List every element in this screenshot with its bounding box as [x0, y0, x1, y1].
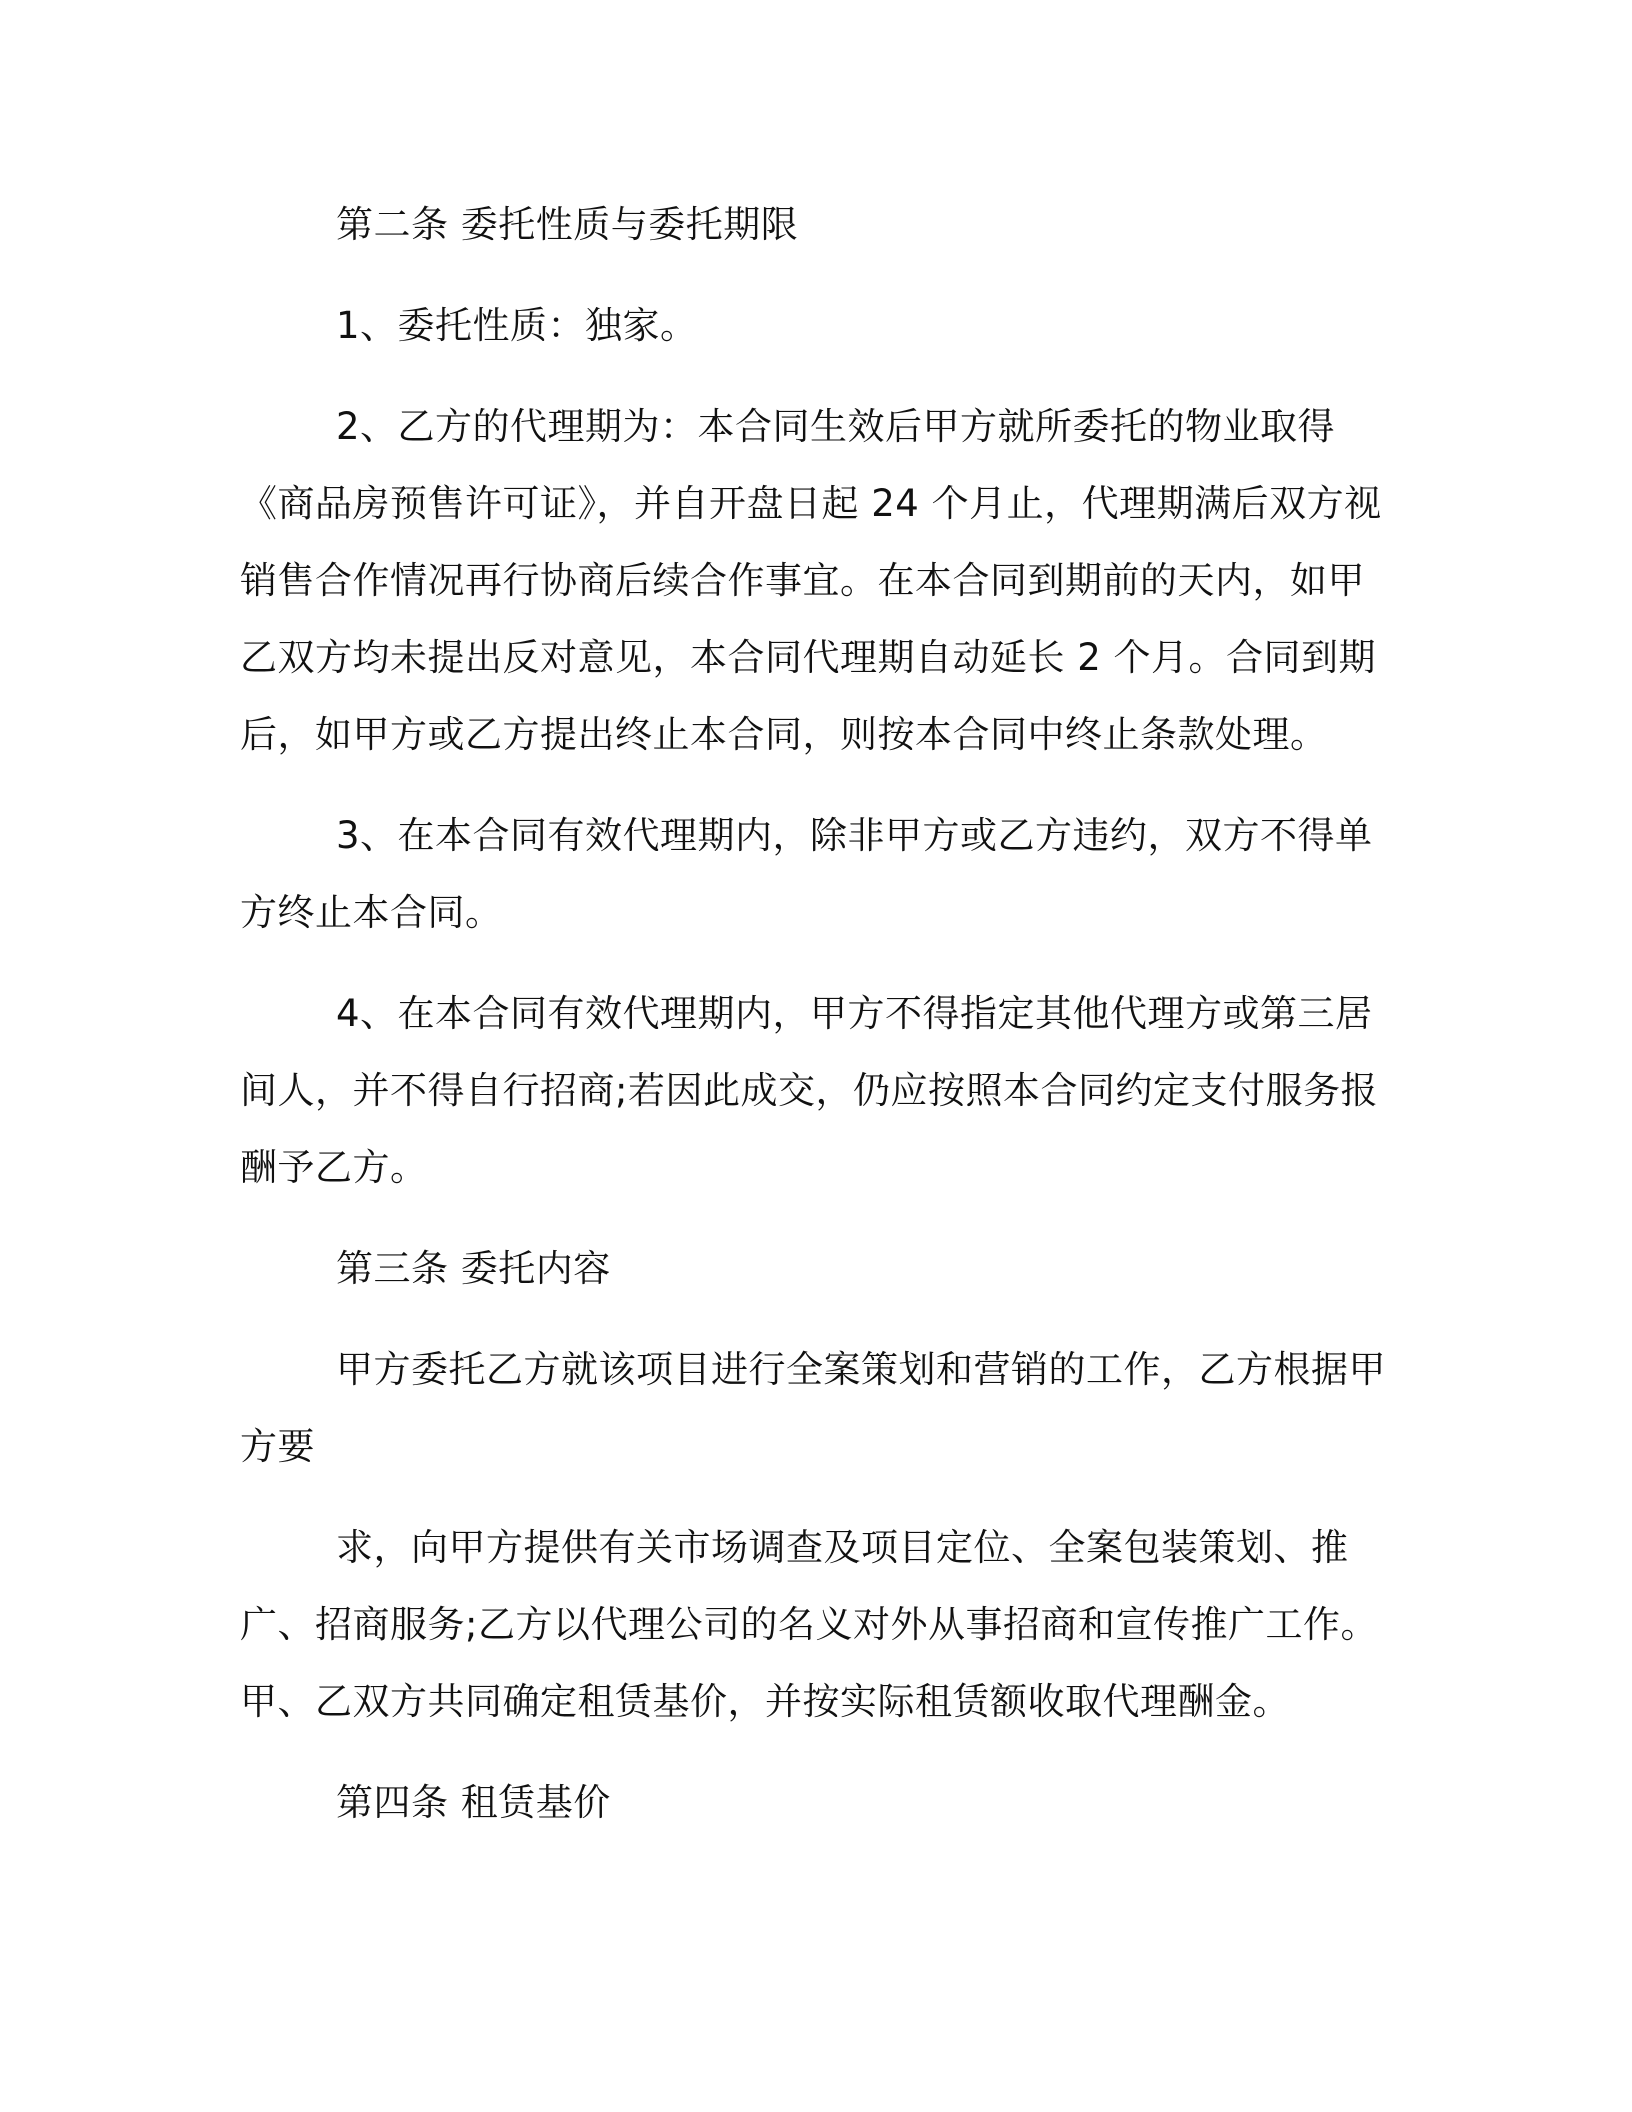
article-2-item-1: 1、委托性质：独家。	[336, 304, 698, 347]
article-3-paragraph-2: 求，向甲方提供有关市场调查及项目定位、全案包装策划、推广、招商服务;乙方以代理公司的名义对外从事招商和宣传推广工作。甲、乙双方共同确定租赁基价，并按实际租赁额收取代理酬金。	[240, 1526, 1378, 1723]
document-body	[240, 186, 1400, 1865]
article-3-paragraph-1: 甲方委托乙方就该项目进行全案策划和营销的工作，乙方根据甲方要	[240, 1348, 1386, 1468]
article-2-item-2: 2、乙方的代理期为：本合同生效后甲方就所委托的物业取得《商品房预售许可证》，并自开盘日起 24 个月止，代理期满后双方视销售合作情况再行协商后续合作事宜。在本合同到期前的天内，如甲乙双方均未提出反对意见，本合同代理期自动延长 2 个月。合同到期后，如甲方或乙方提出终止本合同，则按本合同中终止条款处理。	[240, 405, 1382, 756]
article-2-item-3: 3、在本合同有效代理期内，除非甲方或乙方违约，双方不得单方终止本合同。	[240, 814, 1373, 934]
article-2-heading: 第二条 委托性质与委托期限	[336, 203, 799, 246]
article-2-item-4: 4、在本合同有效代理期内，甲方不得指定其他代理方或第三居间人，并不得自行招商;若因此成交，仍应按照本合同约定支付服务报酬予乙方。	[240, 992, 1378, 1189]
article-3-heading: 第三条 委托内容	[336, 1247, 611, 1290]
article-4-heading: 第四条 租赁基价	[336, 1781, 611, 1824]
